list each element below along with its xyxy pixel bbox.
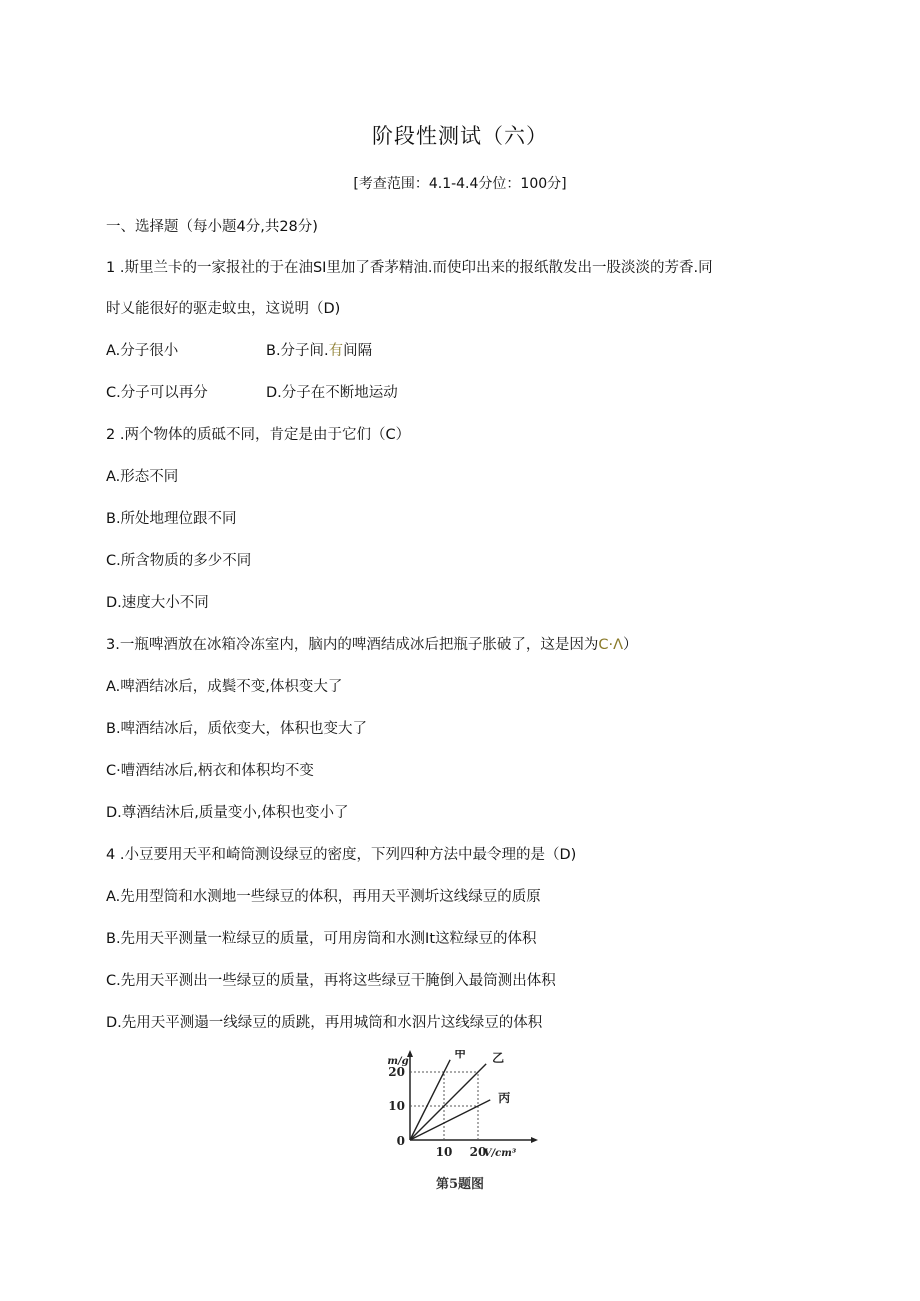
q4-option-b: B.先用天平测量一粒绿豆的质量，可用房筒和水测It这粒绿豆的体积 xyxy=(106,931,537,947)
x-axis-arrow xyxy=(531,1137,538,1143)
y-axis-label: m/g xyxy=(387,1056,409,1067)
q4-option-a: A.先用型筒和水测地一些绿豆的体积，再用天平测圻这线绿豆的质原 xyxy=(106,889,541,905)
series-label: 乙 xyxy=(492,1050,505,1065)
q4-option-d: D.先用天平测遢一线绿豆的质跳，再用城筒和水泅片这线绿豆的体积 xyxy=(106,1015,543,1031)
q2-stem: 2 .两个物体的质砥不同，肯定是由于它们（C） xyxy=(106,427,411,443)
q1-stem-line2: 时乂能很好的驱走蚊虫，这说明（D) xyxy=(106,301,341,317)
q4-stem: 4 .小豆要用天平和崎筒测设绿豆的密度，下列四种方法中最令理的是（D) xyxy=(106,847,577,863)
q1-option-b xyxy=(266,341,372,361)
origin-label: 0 xyxy=(396,1134,405,1148)
x-tick-label: 20 xyxy=(469,1145,487,1159)
q3-stem xyxy=(106,635,638,655)
q2-option-d: D.速度大小不同 xyxy=(106,595,209,611)
q1-option-b-pre: B.分子间. xyxy=(266,343,329,359)
figure-caption: 第5题图 xyxy=(435,1177,485,1192)
q1-stem-line1: 1 .斯里兰卡的一家报社的于在油SI里加了香茅精油.而使印出来的报纸散发出一股淡淡的芳香.同 xyxy=(106,260,713,276)
q2-option-b: B.所处地理位跟不同 xyxy=(106,511,237,527)
q3-option-b: B.啤酒结冰后，质依变大，体积也变大了 xyxy=(106,721,368,737)
q1-option-c: C.分子可以再分 xyxy=(106,385,208,401)
q1-option-b-hl: 有 xyxy=(328,343,344,359)
q3-stem-post: ） xyxy=(623,637,638,653)
q5-chart xyxy=(370,1050,540,1170)
y-tick-label: 20 xyxy=(388,1065,405,1079)
y-tick-label: 10 xyxy=(388,1099,405,1113)
q2-option-a: A.形态不同 xyxy=(106,469,179,485)
q3-option-a: A.啤酒结冰后，成鬓不变,体枳变大了 xyxy=(106,679,343,695)
series-label: 甲 xyxy=(454,1050,467,1060)
q4-option-c: C.先用天平测出一些绿豆的质量，再将这些绿豆干腌倒入最筒测出体积 xyxy=(106,973,556,989)
section-heading: 一、选择题（每小题4分,共28分) xyxy=(106,219,318,235)
x-tick-label: 10 xyxy=(435,1145,453,1159)
series-label: 丙 xyxy=(498,1090,511,1105)
q2-option-c: C.所含物质的多少不同 xyxy=(106,553,252,569)
q3-stem-pre: 3.一瓶啤酒放在冰箱冷冻室内，脑内的啤酒结成冰后把瓶子胀破了，这是因为 xyxy=(106,637,599,653)
q1-option-b-post: 间隔 xyxy=(343,343,373,359)
q3-option-c: C·嘈酒结冰后,柄衣和体积均不变 xyxy=(106,763,314,779)
q3-stem-hl: C·Λ xyxy=(598,637,623,653)
series-line-1 xyxy=(410,1064,486,1140)
exam-scope: [考查范围：4.1-4.4分位：100分] xyxy=(353,176,567,192)
x-axis-label: V/cm³ xyxy=(483,1148,517,1159)
page-title: 阶段性测试（六） xyxy=(372,124,548,148)
q1-option-a: A.分子很小 xyxy=(106,343,179,359)
q1-option-d: D.分子在不断地运动 xyxy=(266,385,398,401)
q3-option-d: D.尊酒结沐后,质量变小,体积也变小了 xyxy=(106,805,349,821)
